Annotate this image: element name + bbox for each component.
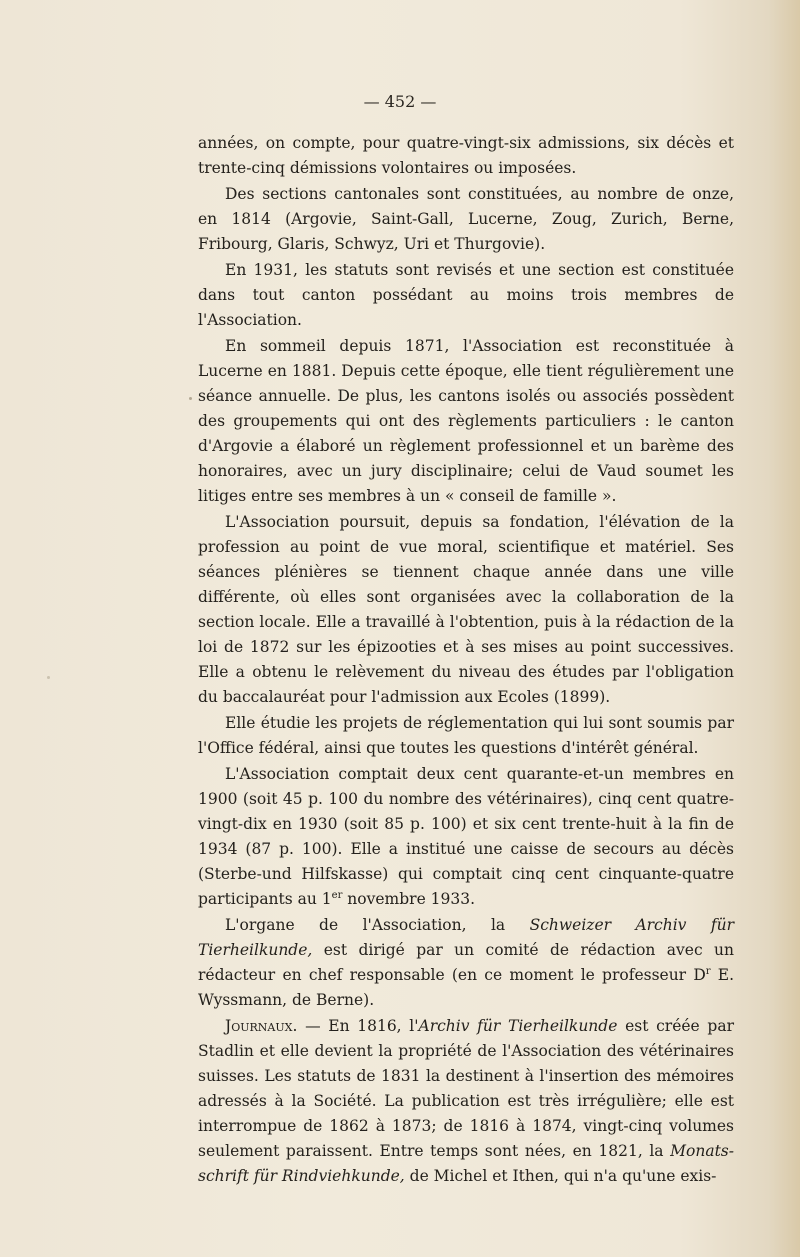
text-run: est créée par Stadlin et elle devient la propriété de l'Association des vétérinaires suisses. Les statuts de 1831 la destinent à l'insertion des mémoires adressés à la Société. La publication est très irrégulière; elle est interrompue de 1862 à 1873; de 1816 à 1874, vingt-cinq volumes seulement paraissent. Entre temps sont nées, en 1821, la: [198, 1017, 734, 1160]
superscript: er: [331, 890, 343, 901]
paragraph: [198, 131, 734, 181]
italic-title: Archiv für Tierheilkunde: [418, 1017, 618, 1035]
text-run: En 1931, les statuts sont revisés et une section est constituée dans tout canton possédant au moins trois membres de l'Association.: [198, 261, 734, 329]
text-run: L'Association comptait deux cent quarante-et-un membres en 1900 (soit 45 p. 100 du nombre des vétérinaires), cinq cent quatre-vingt-dix en 1930 (soit 85 p. 100) et six cent trente-huit à la fin de 1934 (87 p. 100). Elle a institué une caisse de secours au décès (Sterbe-und Hilfskasse) qui comptait cinq cent cinquante-quatre participants au 1: [198, 765, 734, 908]
paragraph: [198, 258, 734, 333]
italic-title: Schweizer Archiv für Tierheilkunde,: [198, 916, 734, 959]
text-run: de Michel et Ithen, qui n'a qu'une exis-: [404, 1167, 717, 1185]
paragraph: [198, 510, 734, 710]
text-run: En sommeil depuis 1871, l'Association est reconstituée à Lucerne en 1881. Depuis cette époque, elle tient régulièrement une séance annuelle. De plus, les cantons isolés ou associés possèdent des groupements qui ont des règlements particuliers : le canton d'Argovie a élaboré un règlement professionnel et un barème des honoraires, avec un jury disciplinaire; celui de Vaud soumet les litiges entre ses membres à un « conseil de famille ».: [198, 337, 734, 505]
italic-title: Monats-schrift für Rindviehkunde,: [198, 1142, 734, 1185]
text-run: Des sections cantonales sont constituées, au nombre de onze, en 1814 (Argovie, Saint-Gall, Lucerne, Zoug, Zurich, Berne, Fribourg, Glaris, Schwyz, Uri et Thurgovie).: [198, 185, 734, 253]
text-run: L'Association poursuit, depuis sa fondation, l'élévation de la profession au point de vue moral, scientifique et matériel. Ses séances plénières se tiennent chaque année dans une ville différente, où elles sont organisées avec la collaboration de la section locale. Elle a travaillé à l'obtention, puis à la rédaction de la loi de 1872 sur les épizooties et à ses mises au point successives. Elle a obtenu le relèvement du niveau des études par l'obligation du baccalauréat pour l'admission aux Ecoles (1899).: [198, 513, 734, 706]
text-run: Elle étudie les projets de réglementation qui lui sont soumis par l'Office fédéral, ainsi que toutes les questions d'intérêt général.: [198, 714, 734, 757]
text-run: — En 1816, l': [297, 1017, 419, 1035]
text-run: est dirigé par un comité de rédaction avec un rédacteur en chef responsable (en ce moment le professeur D: [198, 941, 734, 984]
paragraph: [198, 182, 734, 257]
paragraph: [198, 762, 734, 912]
text-run: E. Wyssmann, de Berne).: [198, 966, 734, 1009]
paragraph: [198, 913, 734, 1013]
paragraph: [198, 711, 734, 761]
body-text: [198, 131, 734, 1190]
section-heading: Journaux.: [225, 1017, 298, 1035]
ink-speck: [189, 397, 192, 400]
page-number: — 452 —: [363, 92, 437, 111]
superscript: r: [705, 966, 711, 977]
paragraph: [198, 1014, 734, 1189]
text-run: années, on compte, pour quatre-vingt-six admissions, six décès et trente-cinq démissions volontaires ou imposées.: [198, 134, 734, 177]
text-run: L'organe de l'Association, la: [225, 916, 530, 934]
ink-speck: [47, 676, 50, 679]
paragraph: [198, 334, 734, 509]
text-run: novembre 1933.: [342, 890, 476, 908]
